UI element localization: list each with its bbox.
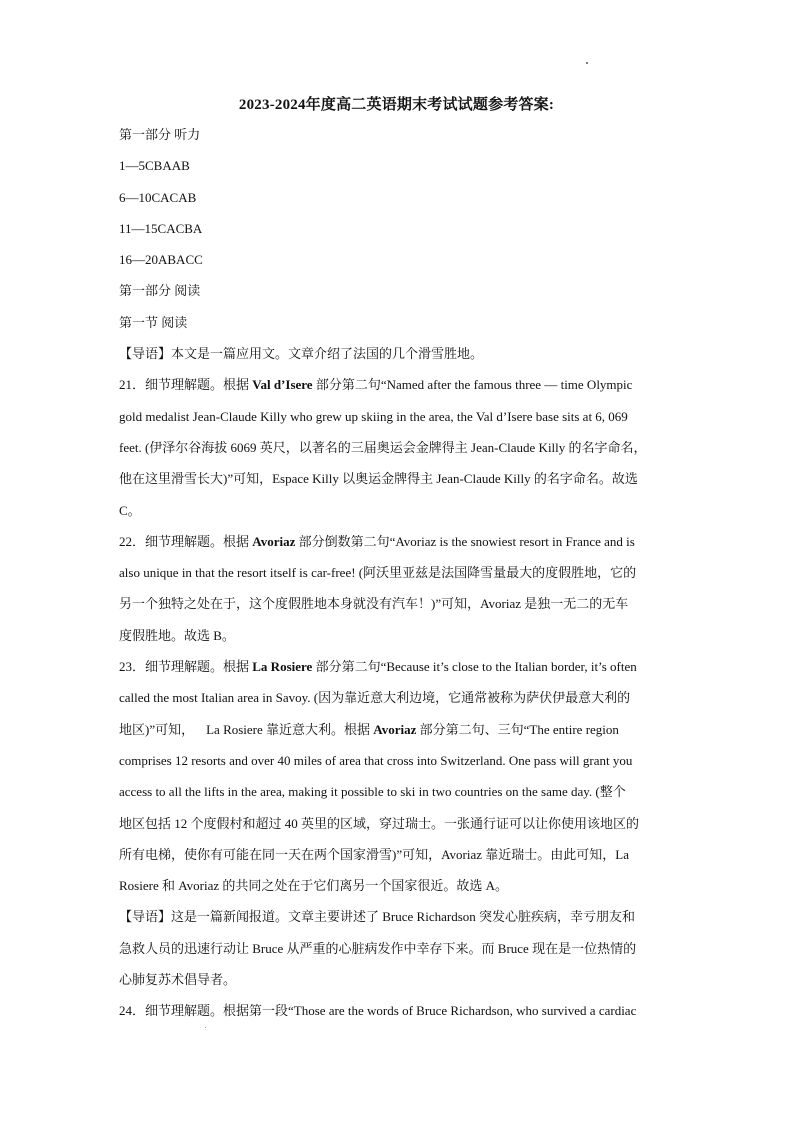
q23-line-1 (119, 651, 677, 682)
reading-heading: 第一部分 阅读 (119, 283, 201, 299)
q22-line-1 (119, 526, 677, 557)
q22-quote-start: 部分倒数第二句“Avoriaz is the snowiest resort in France and is (295, 533, 635, 549)
q23-line-6: 地区包括 12 个度假村和超过 40 英里的区域，穿过瑞士。一张通行证可以让你使用该地区的 (119, 815, 640, 831)
q23-line-4: comprises 12 resorts and over 40 miles of area that cross into Switzerland. One pass will grant you (119, 752, 633, 768)
q23-quote-start: 部分第二句“Because it’s close to the Italian border, it’s often (312, 659, 637, 675)
q23-line-3-end: 部分第二句、三句“The entire region (416, 721, 619, 737)
q22-section-name: Avoriaz (252, 533, 296, 549)
listening-answers-6-10: 6—10CACAB (119, 189, 197, 205)
q23-line-2: called the most Italian area in Savoy. (因为靠近意大利边境，它通常被称为萨伏伊最意大利的 (119, 690, 631, 706)
q23-section-name-2: Avoriaz (373, 721, 417, 737)
q22-line-2: also unique in that the resort itself is car-free! (阿沃里亚兹是法国降雪量最大的度假胜地，它的 (119, 565, 637, 581)
guide-2-line-2: 急救人员的迅速行动让 Bruce 从严重的心脏病发作中幸存下来。而 Bruce 现在是一位热情的 (119, 940, 637, 956)
q21-section-name: Val d’Isere (252, 377, 313, 393)
q21-line-2: gold medalist Jean-Claude Killy who grew up skiing in the area, the Val d’Isere base sits at 6, 069 (119, 408, 628, 424)
listening-heading: 第一部分 听力 (119, 127, 201, 142)
q22-intro: 22．细节理解题。根据 (119, 533, 253, 549)
q23-line-3-start: 地区)”可知， (119, 721, 195, 737)
corner-mark (586, 62, 588, 64)
q23-line-7: 所有电梯，使你有可能在同一天在两个国家滑雪)”可知，Avoriaz 靠近瑞士。由此可知，La (119, 846, 629, 862)
q23-line-3-mid: La Rosiere 靠近意大利。根据 (206, 721, 374, 737)
q21-line-3: feet. (伊泽尔谷海拔 6069 英尺，以著名的三届奥运会金牌得主 Jean-Claude Killy 的名字命名， (119, 439, 647, 455)
q23-intro: 23．细节理解题。根据 (119, 659, 253, 675)
page-title: 2023-2024年度高二英语期末考试试题参考答案: (238, 97, 555, 113)
listening-answers-16-20: 16—20ABACC (119, 252, 203, 268)
reading-section-heading: 第一节 阅读 (119, 314, 188, 330)
q21-quote-start: 部分第二句“Named after the famous three — time Olympic (312, 377, 633, 393)
q21-intro: 21．细节理解题。根据 (119, 377, 253, 393)
q23-line-8: Rosiere 和 Avoriaz 的共同之处在于它们离另一个国家很近。故选 A。 (119, 878, 509, 894)
guide-2-line-3: 心肺复苏术倡导者。 (119, 972, 237, 988)
guide-2-line-1: 【导语】这是一篇新闻报道。文章主要讲述了 Bruce Richardson 突发心脏疾病，幸亏朋友和 (119, 909, 636, 925)
q24-line-1: 24．细节理解题。根据第一段“Those are the words of Bruce Richardson, who survived a cardiac (119, 1003, 637, 1019)
q21-line-5: C。 (119, 502, 141, 518)
q23-line-3 (119, 714, 677, 745)
listening-answers-11-15: 11—15CACBA (119, 220, 203, 236)
q21-line-1 (119, 369, 677, 400)
listening-answers-1-5: 1—5CBAAB (119, 158, 190, 174)
q23-line-5: access to all the lifts in the area, making it possible to ski in two countries on the same day. (整个 (119, 784, 626, 800)
answer-key-body (119, 119, 677, 1027)
q21-line-4: 他在这里滑雪长大)”可知，Espace Killy 以奥运金牌得主 Jean-Claude Killy 的名字命名。故选 (119, 471, 638, 487)
footer-mark (205, 1027, 206, 1028)
q22-line-3: 另一个独特之处在于，这个度假胜地本身就没有汽车！)”可知，Avoriaz 是独一无二的无车 (119, 596, 629, 612)
guide-1: 【导语】本文是一篇应用文。文章介绍了法国的几个滑雪胜地。 (119, 346, 484, 362)
q22-line-4: 度假胜地。故选 B。 (119, 627, 235, 643)
q23-section-name: La Rosiere (252, 659, 313, 675)
